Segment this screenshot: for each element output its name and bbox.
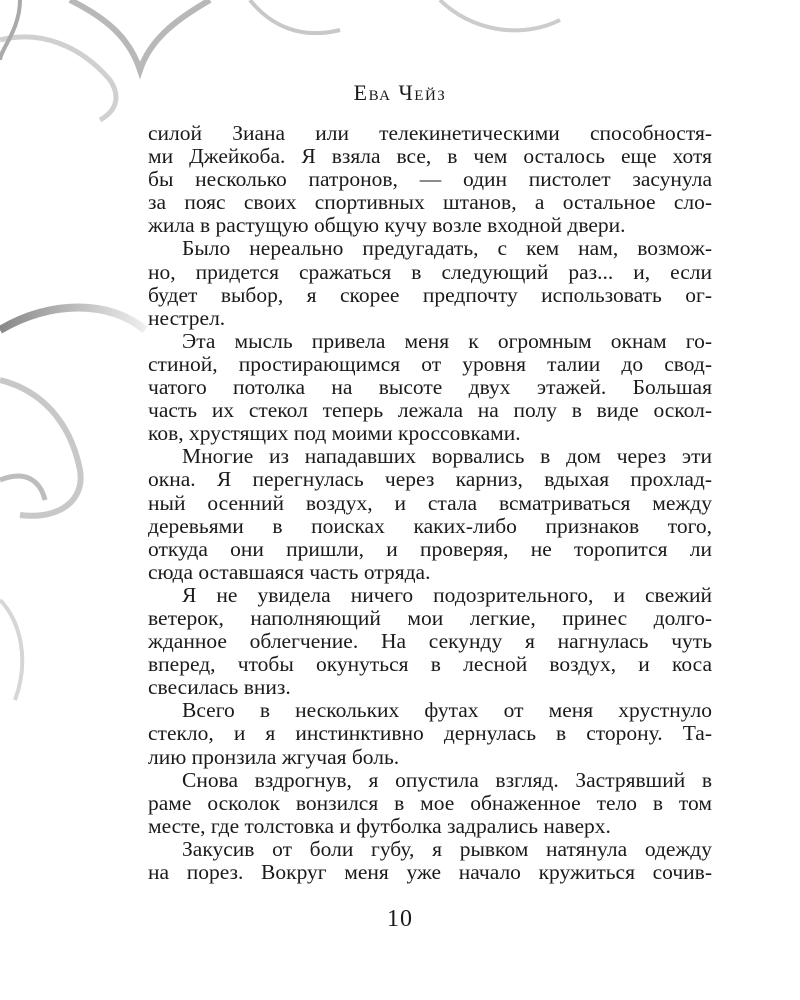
text-line: Эта мысль привела меня к огромным окнам го- bbox=[182, 328, 712, 353]
text-line: нестрел. bbox=[148, 305, 226, 330]
text-line: деревьями в поисках каких-либо признаков того, bbox=[148, 513, 712, 538]
text-line: месте, где толстовка и футболка задрались наверх. bbox=[148, 813, 611, 838]
text-line: силой Зиана или телекинетическими способностя- bbox=[148, 121, 712, 145]
page-number: 10 bbox=[387, 906, 413, 932]
text-line: Снова вздрогнув, я опустила взгляд. Застрявший в bbox=[182, 767, 712, 792]
running-head-author: Ева Чейз bbox=[353, 80, 447, 105]
text-line: чатого потолка на высоте двух этажей. Большая bbox=[148, 375, 712, 400]
text-line: стекло, и я инстинктивно дернулась в сторону. Та- bbox=[148, 721, 712, 746]
text-line: бы несколько патронов, — один пистолет засунула bbox=[148, 167, 712, 192]
text-line: но, придется сражаться в следующий раз... и, если bbox=[148, 259, 712, 284]
text-line: вперед, чтобы окунуться в лесной воздух, и коса bbox=[148, 652, 712, 677]
text-line: ков, хрустящих под моими кроссовками. bbox=[148, 421, 521, 446]
text-line: Всего в нескольких футах от меня хрустнуло bbox=[182, 698, 712, 723]
text-line: будет выбор, я скорее предпочту использовать ог- bbox=[148, 282, 712, 307]
text-line: ми Джейкоба. Я взяла все, в чем осталось еще хотя bbox=[148, 144, 712, 169]
text-line: Было нереально предугадать, с кем нам, возмож- bbox=[182, 236, 712, 261]
text-line: жила в растущую общую кучу возле входной двери. bbox=[148, 213, 626, 238]
text-line: стиной, простирающимся от уровня талии до свод- bbox=[148, 351, 712, 376]
text-line: ный осенний воздух, и стала всматриваться между bbox=[148, 490, 712, 515]
text-line: окна. Я перегнулась через карниз, вдыхая прохлад- bbox=[148, 467, 712, 492]
text-line: откуда они пришли, и проверяя, не торопится ли bbox=[148, 536, 712, 561]
text-line: часть их стекол теперь лежала на полу в виде оскол- bbox=[148, 398, 712, 423]
body-text bbox=[148, 122, 712, 884]
text-line: Закусив от боли губу, я рывком натянула одежду bbox=[182, 836, 712, 861]
text-line: на порез. Вокруг меня уже начало кружиться сочив- bbox=[148, 860, 712, 884]
text-line: раме осколок вонзился в мое обнаженное тело в том bbox=[148, 790, 712, 815]
text-line: свесилась вниз. bbox=[148, 675, 291, 700]
text-line: за пояс своих спортивных штанов, а остальное сло- bbox=[148, 190, 712, 215]
text-line: жданное облегчение. На секунду я нагнулась чуть bbox=[148, 629, 712, 654]
text-line: Я не увидела ничего подозрительного, и свежий bbox=[182, 582, 712, 607]
text-line: лию пронзила жгучая боль. bbox=[148, 744, 400, 769]
text-line: Многие из нападавших ворвались в дом через эти bbox=[182, 444, 712, 469]
text-line: сюда оставшаяся часть отряда. bbox=[148, 559, 431, 584]
text-line: ветерок, наполняющий мои легкие, принес долго- bbox=[148, 605, 712, 630]
